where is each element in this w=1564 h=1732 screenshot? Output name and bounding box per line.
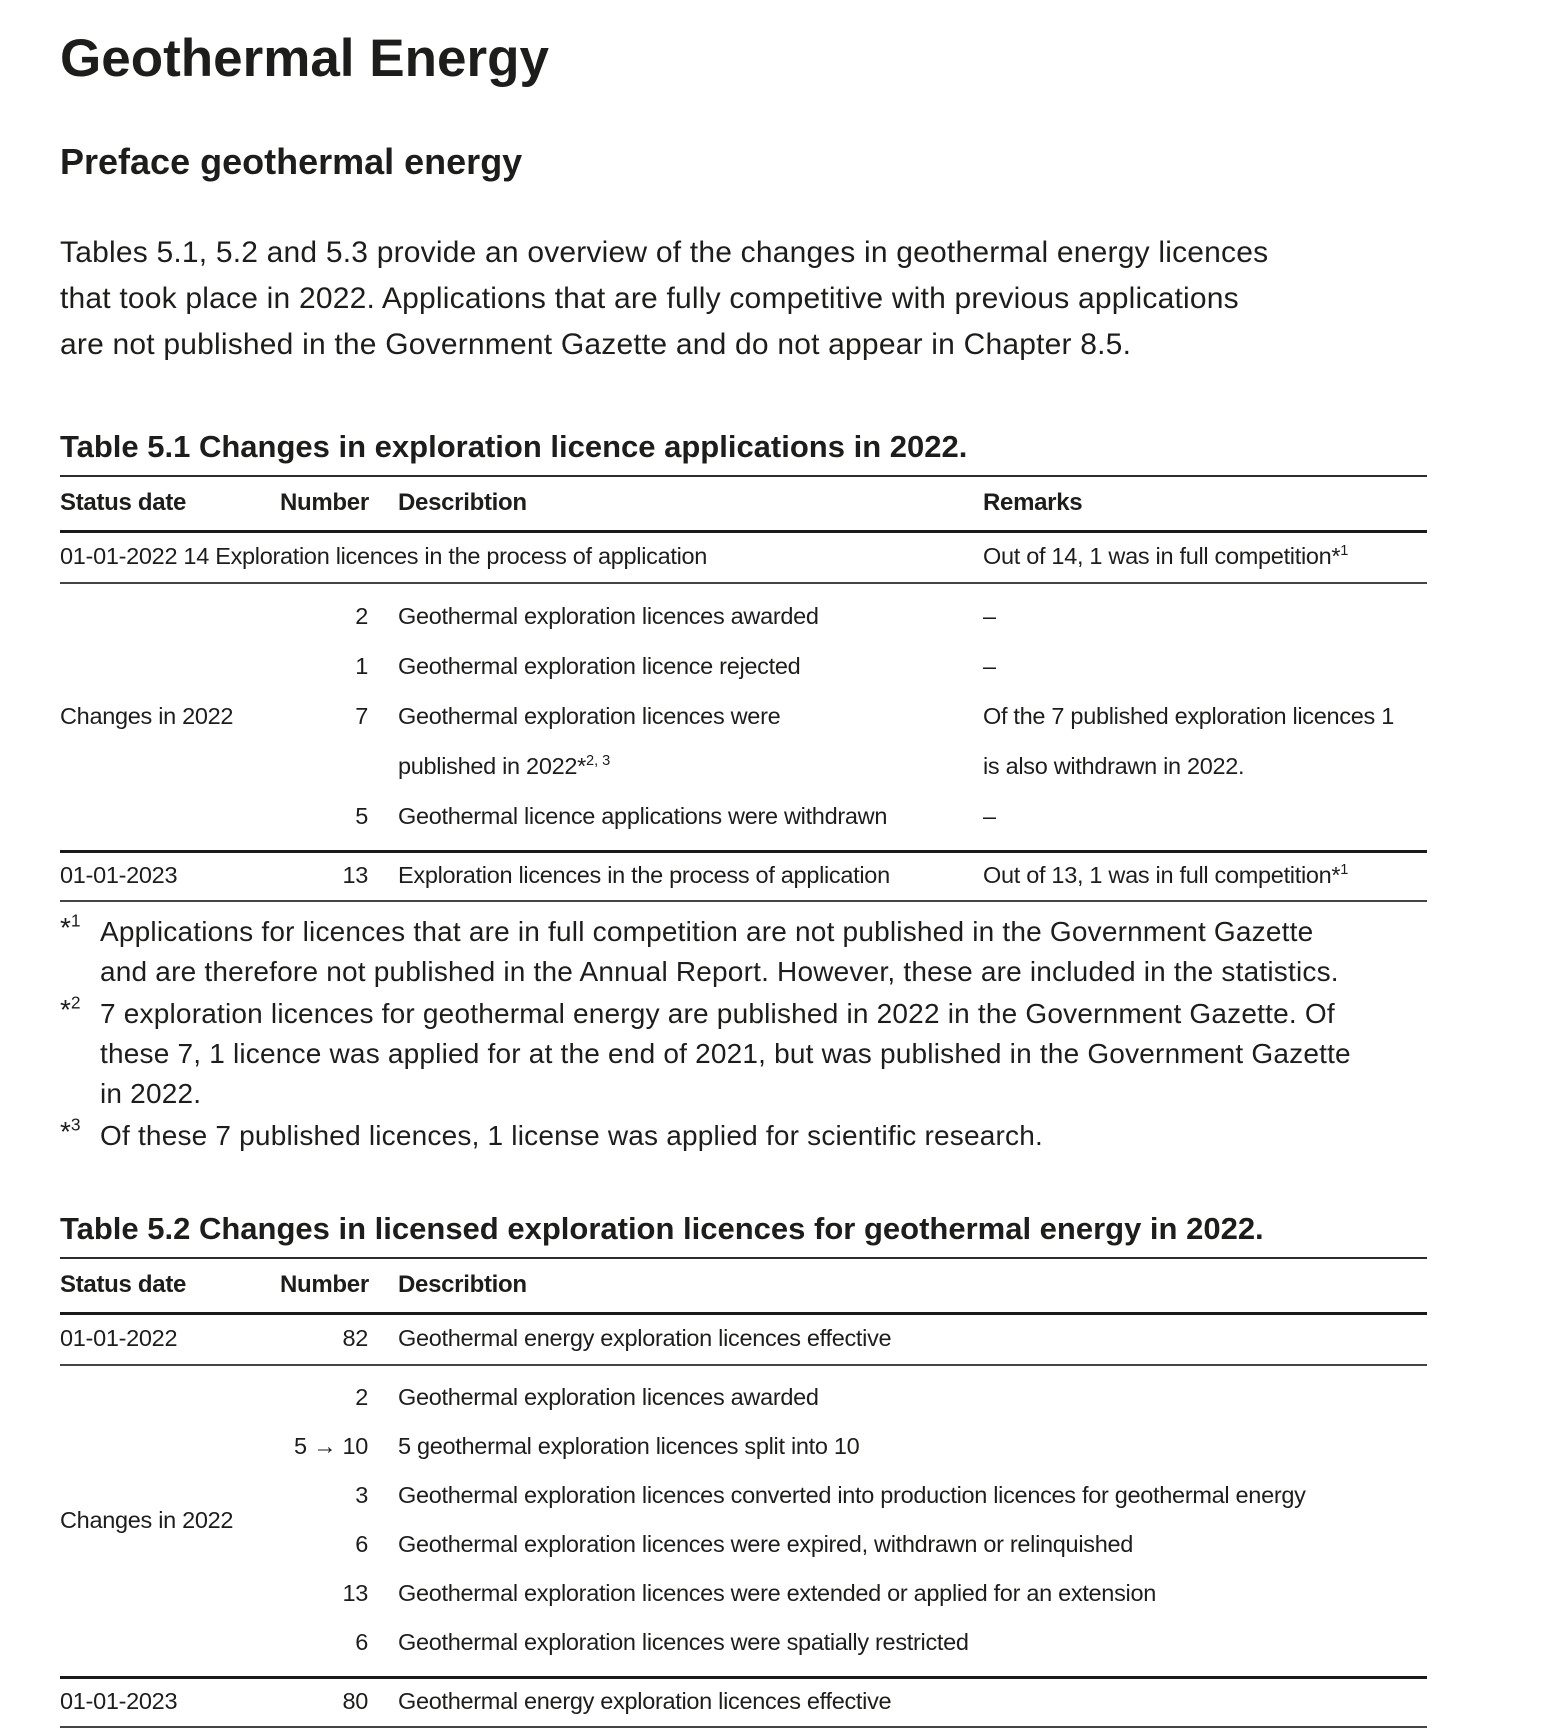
table-row xyxy=(60,853,1427,902)
description-cell: Geothermal exploration licences were expired, withdrawn or relinquished xyxy=(398,1531,1134,1558)
footnote-number: 2 xyxy=(70,992,81,1013)
column-header-remarks: Remarks xyxy=(983,489,1083,517)
remarks-cell xyxy=(953,862,1427,889)
changes-label: Changes in 2022 xyxy=(60,1506,234,1533)
footnote-text xyxy=(100,994,1351,1114)
table-row xyxy=(280,1520,1427,1569)
changes-rows xyxy=(280,591,1427,841)
footnote-marker xyxy=(60,912,100,992)
intro-line: Tables 5.1, 5.2 and 5.3 provide an overview of the changes in geothermal energy licences xyxy=(60,235,1269,269)
footnote-line: and are therefore not published in the Annual Report. However, these are included in the statistics. xyxy=(100,956,1339,988)
description-cell xyxy=(368,741,953,791)
remarks-cell: – xyxy=(983,653,996,680)
number-cell: 1 xyxy=(355,653,368,680)
table-row xyxy=(60,1315,1427,1366)
description-cell: Geothermal exploration licences converted into production licences for geothermal energy xyxy=(398,1482,1306,1509)
footnote-star: * xyxy=(60,912,71,944)
footnote xyxy=(60,912,1427,992)
table-row xyxy=(280,691,1427,741)
number-cell: 5 xyxy=(355,803,368,830)
footnote-marker xyxy=(60,994,100,1114)
footnote-line: Of these 7 published licences, 1 license was applied for scientific research. xyxy=(100,1120,1043,1152)
table-row xyxy=(280,591,1427,641)
number-cell: 3 xyxy=(355,1482,368,1509)
number-cell: 80 xyxy=(342,1688,368,1715)
description-cell: Geothermal exploration licences were spatially restricted xyxy=(398,1629,969,1656)
column-header-describtion: Describtion xyxy=(398,1271,527,1299)
number-cell: 6 xyxy=(355,1629,368,1656)
footnote-line: Applications for licences that are in full competition are not published in the Government Gazette xyxy=(100,916,1314,948)
intro-paragraph xyxy=(60,230,1427,368)
table-row xyxy=(280,1373,1427,1422)
footnote-reference: 2, 3 xyxy=(585,753,611,770)
table-row xyxy=(60,1679,1427,1728)
table-row xyxy=(280,1471,1427,1520)
table-row xyxy=(280,641,1427,691)
changes-group xyxy=(60,1366,1427,1679)
footnote-number: 3 xyxy=(70,1114,81,1135)
description-cell: Exploration licences in the process of application xyxy=(398,862,890,889)
remarks-cell: – xyxy=(983,603,996,630)
column-header-status-date: Status date xyxy=(60,489,187,517)
remarks-cell: – xyxy=(983,803,996,830)
remarks-cell: is also withdrawn in 2022. xyxy=(983,753,1245,780)
column-header-number: Number xyxy=(280,489,369,517)
description-cell: Geothermal exploration licences were xyxy=(398,703,781,730)
description-cell: Geothermal energy exploration licences effective xyxy=(398,1688,892,1715)
number-cell: 6 xyxy=(355,1531,368,1558)
table-row xyxy=(280,1569,1427,1618)
description-cell: Geothermal energy exploration licences effective xyxy=(398,1325,892,1352)
table-row xyxy=(280,1618,1427,1667)
status-date-cell: 01-01-2023 xyxy=(60,862,178,889)
table-5-1 xyxy=(60,475,1427,902)
footnote-reference: 1 xyxy=(1340,862,1349,879)
footnote-text xyxy=(100,912,1339,992)
footnote-star: * xyxy=(60,1116,71,1148)
description-cell: Geothermal licence applications were withdrawn xyxy=(398,803,888,830)
number-cell: 13 xyxy=(342,1580,368,1607)
number-cell: 2 xyxy=(355,1384,368,1411)
description-cell: Geothermal exploration licences were extended or applied for an extension xyxy=(398,1580,1156,1607)
table-5-2 xyxy=(60,1257,1427,1728)
number-cell: 2 xyxy=(355,603,368,630)
status-cell xyxy=(60,591,280,841)
description-cell: Geothermal exploration licences awarded xyxy=(398,603,819,630)
table-row xyxy=(280,1422,1427,1471)
table-5-1-header-row xyxy=(60,477,1427,533)
number-cell: 7 xyxy=(355,703,368,730)
footnote-star: * xyxy=(60,994,71,1026)
number-cell xyxy=(280,741,368,791)
table-row xyxy=(280,791,1427,841)
footnote xyxy=(60,1116,1427,1156)
footnote xyxy=(60,994,1427,1114)
column-header-status-date: Status date xyxy=(60,1271,187,1299)
changes-rows xyxy=(280,1373,1427,1667)
footnote-text xyxy=(100,1116,1043,1156)
status-row-merged-text: 01-01-2022 14 Exploration licences in the process of application xyxy=(60,543,708,570)
remarks-text: Out of 14, 1 was in full competition* xyxy=(983,543,1341,570)
remarks-cell xyxy=(953,543,1427,570)
description-cell: Geothermal exploration licences awarded xyxy=(398,1384,819,1411)
number-cell: 82 xyxy=(342,1325,368,1352)
intro-line: that took place in 2022. Applications that are fully competitive with previous applications xyxy=(60,281,1239,315)
intro-line: are not published in the Government Gazette and do not appear in Chapter 8.5. xyxy=(60,327,1132,361)
column-header-number: Number xyxy=(280,1271,369,1299)
footnote-marker xyxy=(60,1116,100,1156)
column-header-describtion: Describtion xyxy=(398,489,527,517)
description-cell: 5 geothermal exploration licences split into 10 xyxy=(398,1433,860,1460)
section-subtitle: Preface geothermal energy xyxy=(60,141,523,183)
footnote-number: 1 xyxy=(70,910,81,931)
description-text: published in 2022* xyxy=(398,753,586,780)
number-cell: 13 xyxy=(342,862,368,889)
table-5-2-title: Table 5.2 Changes in licensed exploration licences for geothermal energy in 2022. xyxy=(60,1211,1264,1247)
status-cell xyxy=(60,1373,280,1667)
table-row-continuation xyxy=(280,741,1427,791)
footnote-reference: 1 xyxy=(1340,543,1349,560)
description-cell: Geothermal exploration licence rejected xyxy=(398,653,801,680)
number-cell: 5 → 10 xyxy=(294,1433,368,1460)
changes-label: Changes in 2022 xyxy=(60,702,234,729)
footnote-line: 7 exploration licences for geothermal energy are published in 2022 in the Government Gazette. Of xyxy=(100,998,1335,1030)
status-date-cell: 01-01-2022 xyxy=(60,1325,178,1352)
footnote-line: these 7, 1 licence was applied for at the end of 2021, but was published in the Government Gazette xyxy=(100,1038,1351,1070)
footnotes xyxy=(60,912,1427,1156)
footnote-line: in 2022. xyxy=(100,1078,202,1110)
table-5-2-header-row xyxy=(60,1259,1427,1315)
remarks-text: Out of 13, 1 was in full competition* xyxy=(983,862,1341,889)
changes-group xyxy=(60,584,1427,853)
page-title: Geothermal Energy xyxy=(60,29,549,88)
remarks-cell: Of the 7 published exploration licences 1 xyxy=(983,703,1394,730)
table-5-1-title: Table 5.1 Changes in exploration licence applications in 2022. xyxy=(60,428,968,464)
table-row xyxy=(60,533,1427,584)
status-date-cell: 01-01-2023 xyxy=(60,1688,178,1715)
